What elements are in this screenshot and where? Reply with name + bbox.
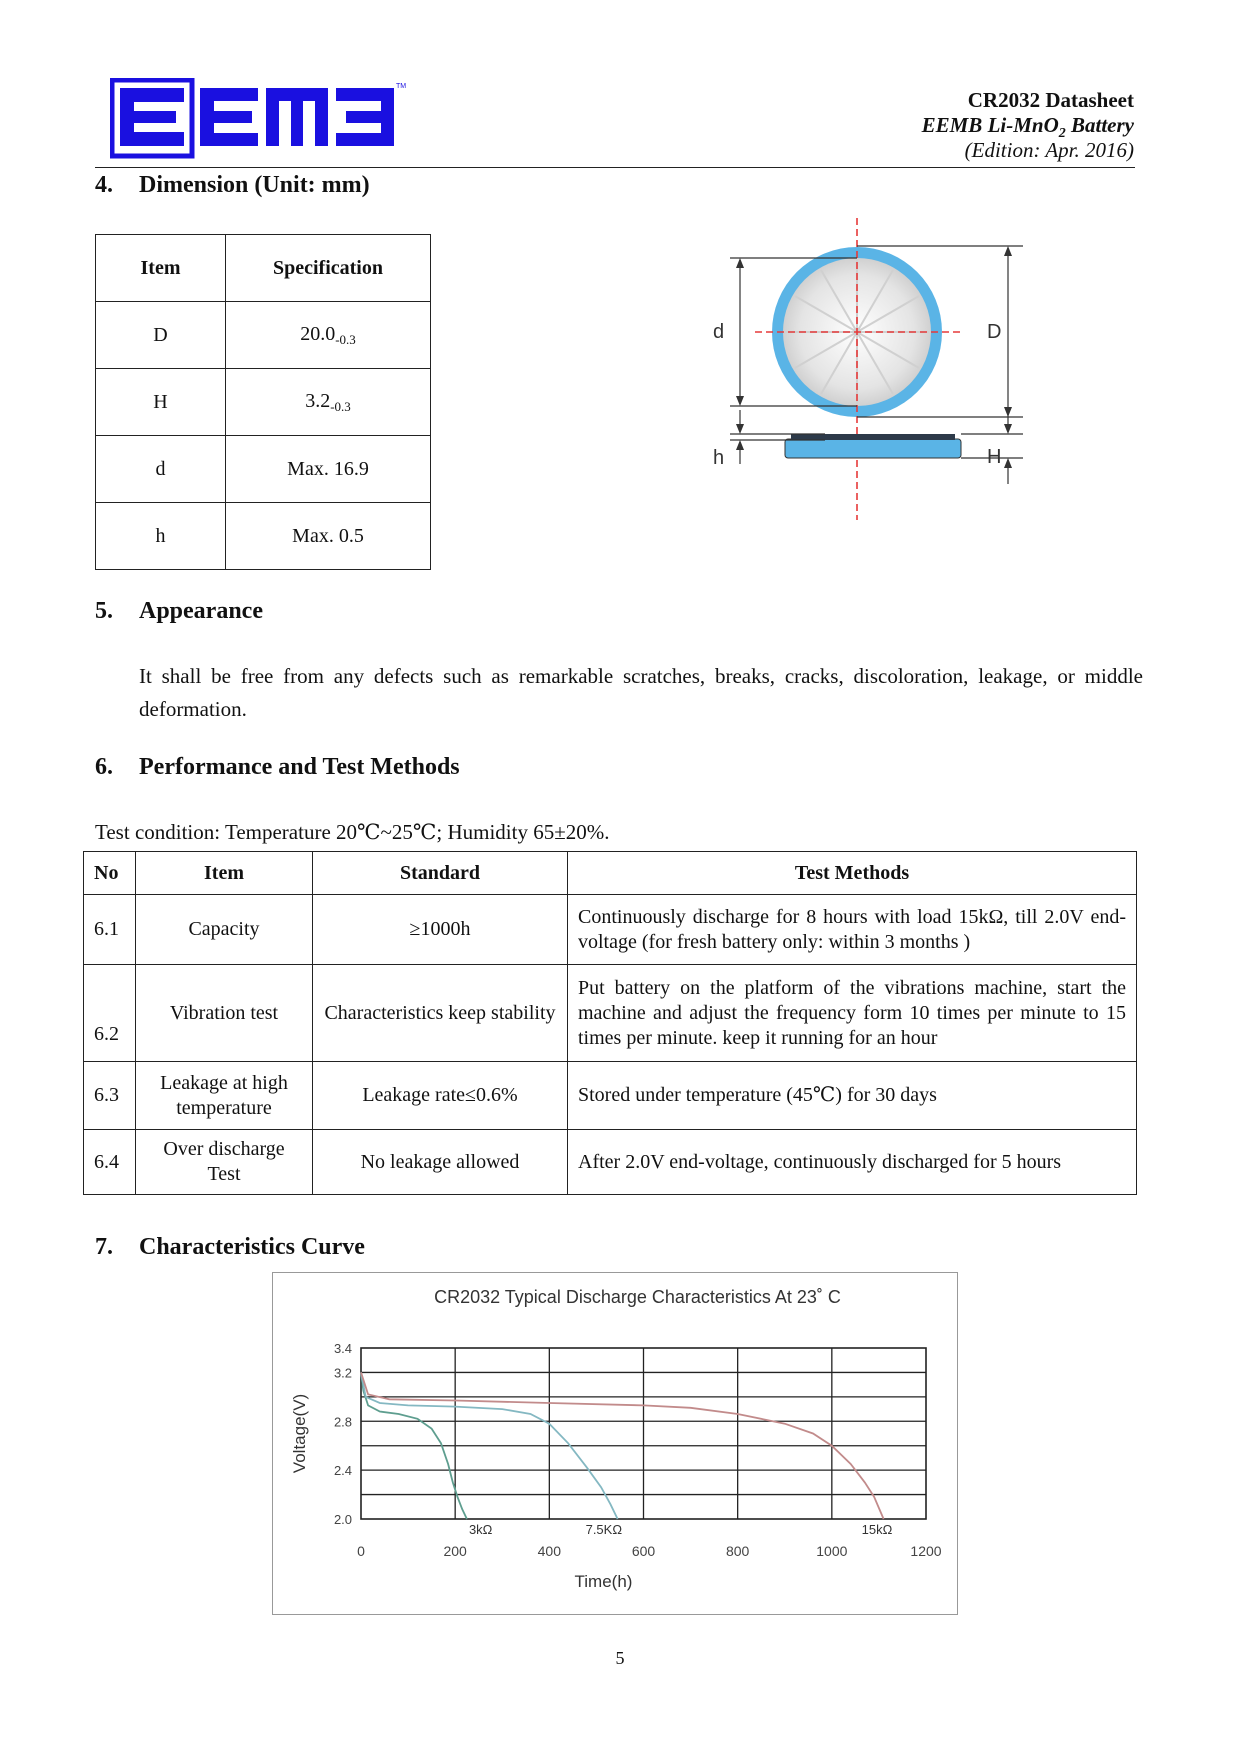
table-header-row	[84, 852, 1137, 895]
spec-tolerance: -0.3	[335, 331, 356, 347]
row-standard: Leakage rate≤0.6%	[313, 1062, 568, 1130]
table-row	[96, 302, 431, 369]
spec-tolerance: -0.3	[330, 398, 351, 414]
page-number: 5	[615, 1648, 625, 1668]
label-H: H	[987, 446, 1002, 468]
row-standard: No leakage allowed	[313, 1130, 568, 1195]
table-row	[84, 965, 1137, 1062]
section-number: 5.	[95, 598, 113, 624]
x-tick-label: 0	[357, 1543, 365, 1559]
row-standard: Characteristics keep stability	[313, 965, 568, 1062]
dimension-spec: Max. 16.9	[226, 436, 431, 503]
dimension-item: d	[96, 436, 226, 503]
y-tick-label: 2.4	[333, 1463, 353, 1479]
row-no: 6.4	[84, 1130, 136, 1195]
header-cell-no: No	[84, 852, 136, 895]
header-cell-specification: Specification	[226, 235, 431, 302]
dimension-spec	[226, 369, 431, 436]
y-tick-label: 2.8	[333, 1414, 353, 1430]
eemb-logo-graphic	[110, 78, 420, 160]
table-header-row	[96, 235, 431, 302]
dimension-item: h	[96, 503, 226, 570]
table-row	[84, 1130, 1137, 1195]
coin-side-view	[785, 439, 961, 458]
header-cell-item: Item	[136, 852, 313, 895]
y-tick-label: 2.0	[333, 1512, 353, 1527]
trademark-mark: TM	[396, 83, 407, 90]
dimension-table	[95, 234, 431, 570]
series-label: 7.5KΩ	[585, 1522, 623, 1537]
row-method: After 2.0V end-voltage, continuously discharged for 5 hours	[568, 1130, 1137, 1195]
row-item: Capacity	[136, 895, 313, 965]
y-tick-label: 3.4	[333, 1341, 353, 1356]
y-tick-label: 3.2	[333, 1365, 353, 1381]
row-method: Stored under temperature (45℃) for 30 days	[568, 1062, 1137, 1130]
table-row	[84, 895, 1137, 965]
series-label: 15kΩ	[861, 1522, 893, 1537]
row-item: Leakage at high temperature	[136, 1062, 313, 1130]
discharge-chart	[272, 1272, 958, 1615]
spec-value: 3.2	[305, 389, 331, 412]
section-title: Performance and Test Methods	[139, 754, 460, 780]
row-item: Over discharge Test	[136, 1130, 313, 1195]
header-cell-standard: Standard	[313, 852, 568, 895]
row-standard: ≥1000h	[313, 895, 568, 965]
label-D: D	[987, 321, 1002, 343]
x-tick-label: 400	[537, 1543, 562, 1559]
x-tick-label: 800	[725, 1543, 750, 1559]
appearance-paragraph: It shall be free from any defects such as remarkable scratches, breaks, cracks, discoloration, leakage, or middle deformation.	[139, 664, 1143, 721]
section-title: Appearance	[139, 598, 263, 624]
eemb-logo	[110, 78, 420, 165]
section-number: 7.	[95, 1234, 113, 1260]
row-no: 6.3	[84, 1062, 136, 1130]
dimension-item: H	[96, 369, 226, 436]
document-title: CR2032 Datasheet	[967, 88, 1134, 112]
x-tick-label: 200	[443, 1543, 467, 1559]
section-number: 6.	[95, 754, 113, 780]
discharge-chart-svg	[273, 1273, 957, 1614]
series-label: 3kΩ	[468, 1522, 493, 1537]
row-no: 6.2	[84, 965, 136, 1062]
test-condition: Test condition: Temperature 20℃~25℃; Humidity 65±20%.	[95, 820, 610, 844]
table-row	[84, 1062, 1137, 1130]
dimension-spec	[226, 302, 431, 369]
document-edition: (Edition: Apr. 2016)	[964, 138, 1134, 162]
x-tick-label: 600	[631, 1543, 656, 1559]
row-no: 6.1	[84, 895, 136, 965]
subtitle-tail: Battery	[1065, 113, 1134, 137]
x-tick-label: 1000	[816, 1543, 848, 1559]
table-row	[96, 369, 431, 436]
dimension-item: D	[96, 302, 226, 369]
header-rule	[95, 167, 1135, 168]
section-number: 4.	[95, 172, 113, 198]
subtitle-subscript: 2	[1058, 126, 1066, 142]
label-d: d	[713, 321, 725, 343]
header-cell-test-methods: Test Methods	[568, 852, 1137, 895]
row-item: Vibration test	[136, 965, 313, 1062]
battery-drawing-svg	[705, 212, 1065, 532]
subtitle-main: EEMB Li-MnO	[921, 113, 1059, 137]
table-row	[96, 436, 431, 503]
x-axis-label: Time(h)	[574, 1572, 633, 1591]
y-axis-label: Voltage(V)	[290, 1393, 309, 1474]
row-method: Continuously discharge for 8 hours with load 15kΩ, till 2.0V end-voltage (for fresh battery only: within 3 months )	[568, 895, 1137, 965]
table-row	[96, 503, 431, 570]
x-tick-label: 1200	[910, 1543, 942, 1559]
header-cell-item: Item	[96, 235, 226, 302]
row-method: Put battery on the platform of the vibrations machine, start the machine and adjust the frequency form 10 times per minute to 15 times per minute. keep it running for an hour	[568, 965, 1137, 1062]
performance-table	[83, 851, 1137, 1195]
battery-dimension-drawing	[705, 212, 1065, 537]
section-title: Dimension (Unit: mm)	[139, 172, 370, 198]
section-title: Characteristics Curve	[139, 1234, 365, 1260]
spec-value: 20.0	[300, 322, 336, 345]
chart-title: CR2032 Typical Discharge Characteristics At 23˚ C	[434, 1287, 841, 1307]
dimension-spec: Max. 0.5	[226, 503, 431, 570]
label-h: h	[713, 447, 725, 469]
coin-side-top	[791, 434, 955, 440]
